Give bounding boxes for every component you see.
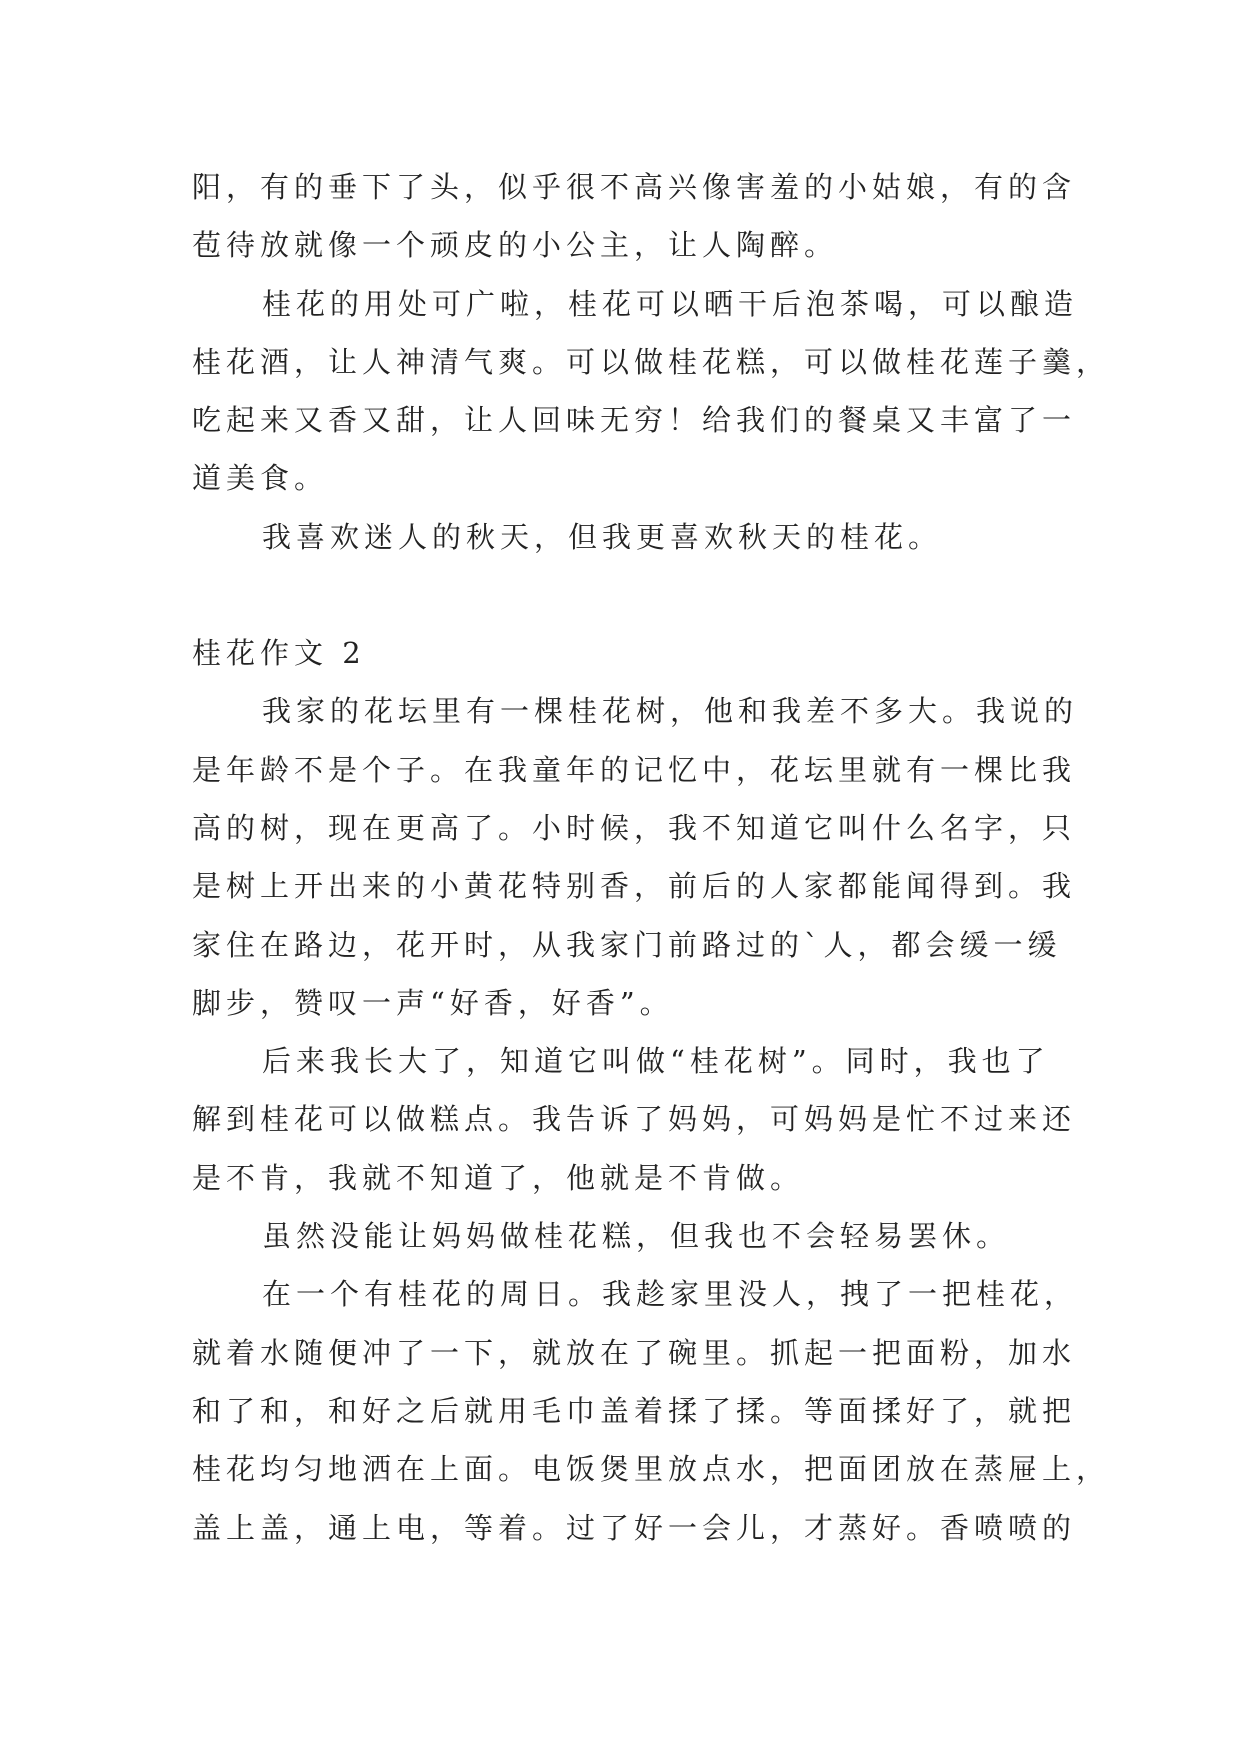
text-line: 我家的花坛里有一棵桂花树，他和我差不多大。我说的 <box>262 694 1079 729</box>
text-line: 桂花的用处可广啦，桂花可以晒干后泡茶喝，可以酿造 <box>262 286 1079 321</box>
section-gap <box>192 566 1052 624</box>
paragraph-determination <box>192 1207 1052 1265</box>
text-line: 桂花均匀地洒在上面。电饭煲里放点水，把面团放在蒸屉上， <box>192 1452 1111 1487</box>
text-line: 吃起来又香又甜，让人回味无穷！给我们的餐桌又丰富了一 <box>192 403 1077 438</box>
text-line: 苞待放就像一个顽皮的小公主，让人陶醉。 <box>192 228 839 263</box>
paragraph-growing-up <box>192 1032 1077 1207</box>
text-line: 和了和，和好之后就用毛巾盖着揉了揉。等面揉好了，就把 <box>192 1393 1077 1428</box>
text-line: 是年龄不是个子。在我童年的记忆中，花坛里就有一棵比我 <box>192 752 1077 787</box>
text-line: 盖上盖，通上电，等着。过了好一会儿，才蒸好。香喷喷的 <box>192 1510 1077 1545</box>
paragraph-baking <box>192 1265 1111 1556</box>
text-line: 我喜欢迷人的秋天，但我更喜欢秋天的桂花。 <box>262 519 943 554</box>
paragraph-garden-tree <box>192 682 1079 1032</box>
text-line: 是树上开出来的小黄花特别香，前后的人家都能闻得到。我 <box>192 869 1077 904</box>
text-line: 桂花酒，让人神清气爽。可以做桂花糕，可以做桂花莲子羹， <box>192 344 1111 379</box>
text-line: 就着水随便冲了一下，就放在了碗里。抓起一把面粉，加水 <box>192 1335 1077 1370</box>
text-line: 在一个有桂花的周日。我趁家里没人，拽了一把桂花， <box>262 1277 1079 1312</box>
text-line: 解到桂花可以做糕点。我告诉了妈妈，可妈妈是忙不过来还 <box>192 1102 1077 1137</box>
document-body <box>192 158 1111 1557</box>
section-heading: 桂花作文 2 <box>192 636 366 671</box>
paragraph-petals <box>192 158 1077 275</box>
text-line: 后来我长大了，知道它叫做“桂花树”。同时，我也了 <box>262 1044 1050 1079</box>
text-line: 是不肯，我就不知道了，他就是不肯做。 <box>192 1160 805 1195</box>
text-line: 家住在路边，花开时，从我家门前路过的`人，都会缓一缓 <box>192 927 1062 962</box>
text-line: 脚步，赞叹一声“好香，好香”。 <box>192 985 674 1020</box>
paragraph-conclusion <box>192 508 1052 566</box>
text-line: 高的树，现在更高了。小时候，我不知道它叫什么名字，只 <box>192 810 1077 845</box>
text-line: 虽然没能让妈妈做桂花糕，但我也不会轻易罢休。 <box>262 1219 1011 1254</box>
text-line: 道美食。 <box>192 461 329 496</box>
text-line: 阳，有的垂下了头，似乎很不高兴像害羞的小姑娘，有的含 <box>192 170 1077 204</box>
paragraph-uses <box>192 275 1111 508</box>
